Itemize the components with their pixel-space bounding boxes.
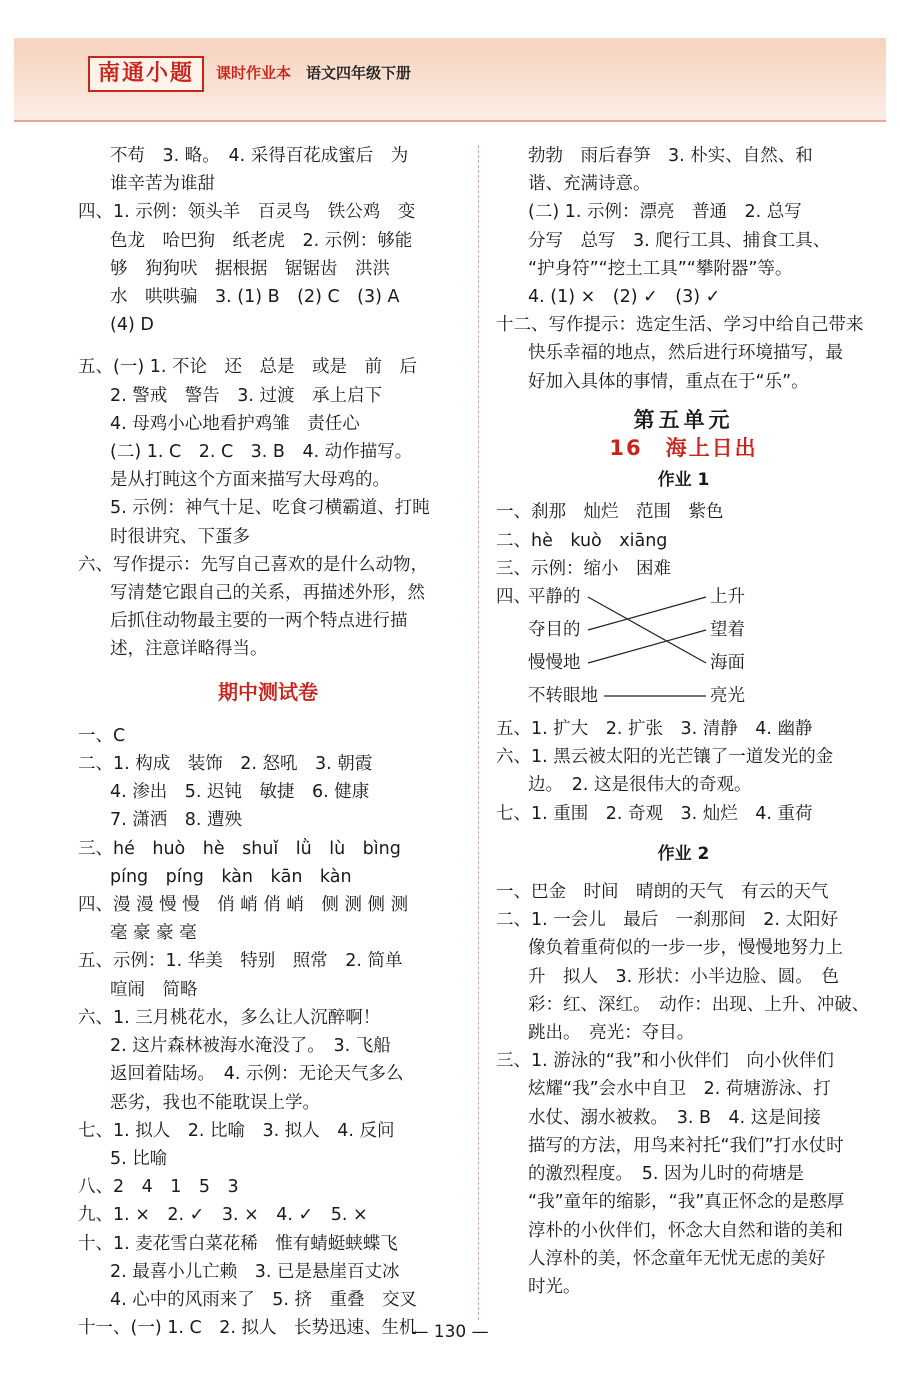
answer-line: 4. (1) × (2) ✓ (3) ✓ [528,287,721,308]
answer-line: 二、1. 一会儿 最后 一刹那间 2. 太阳好 [496,910,839,931]
answer-line: 2. 警戒 警告 3. 过渡 承上启下 [110,385,383,406]
answer-line: 九、1. × 2. ✓ 3. × 4. ✓ 5. × [78,1205,368,1226]
match-left-word: 平静的 [528,587,581,608]
answer-line: 7. 潇洒 8. 遭殃 [110,810,243,831]
answer-line: 5. 示例：神气十足、吃食刁横霸道、打盹 [110,498,430,519]
matching-exercise [496,583,871,715]
page-number: — 130 — [411,1322,489,1342]
answer-line: 五、1. 扩大 2. 扩张 3. 清静 4. 幽静 [496,719,813,740]
answer-line: 七、1. 拟人 2. 比喻 3. 拟人 4. 反问 [78,1120,395,1141]
midterm-title: 期中测试卷 [218,679,318,704]
answer-line: 后抓住动物最主要的一两个特点进行描 [110,611,408,632]
answer-line: 5. 比喻 [110,1148,168,1169]
match-right-word: 上升 [710,587,745,608]
answer-line: 勃勃 雨后春笋 3. 朴实、自然、和 [528,146,813,166]
answer-line: 谁辛苦为谁甜 [110,174,215,195]
match-right-word: 望着 [710,620,745,641]
answer-line: 不苟 3. 略。 4. 采得百花成蜜后 为 [110,146,409,166]
series-logo: 南通小题 [88,56,204,92]
answer-line: 人淳朴的美，怀念童年无忧无虑的美好 [528,1248,826,1269]
match-label: 四、 [496,587,531,608]
answer-line: 是从打盹这个方面来描写大母鸡的。 [110,470,390,491]
answer-line: 七、1. 重围 2. 奇观 3. 灿烂 4. 重荷 [496,803,813,824]
answer-line: 三、1. 游泳的“我”和小伙伴们 向小伙伴们 [496,1051,834,1072]
answer-line: 升 拟人 3. 形状：小半边脸、圆。 色 [528,966,840,987]
right-column [496,142,871,1301]
answer-line: 够 狗狗吠 据根据 锯锯齿 洪洪 [110,258,390,279]
answer-line: 四、漫 漫 慢 慢 俏 峭 俏 峭 侧 测 侧 测 [78,895,409,916]
answer-line: 水仗、溺水被救。 3. B 4. 这是间接 [528,1107,821,1128]
match-line [588,630,706,663]
answer-line: 4. 心中的风雨来了 5. 挤 重叠 交叉 [110,1289,418,1310]
match-lines [496,583,871,715]
answer-line: 时很讲究、下蛋多 [110,526,250,547]
answer-line: 述，注意详略得当。 [110,639,268,660]
answer-line: 时光。 [528,1276,581,1297]
answer-line: 五、示例：1. 华美 特别 照常 2. 简单 [78,951,403,972]
answer-line: 2. 这片森林被海水淹没了。 3. 飞船 [110,1036,391,1057]
answer-line: 二、hè kuò xiāng [496,530,668,551]
answer-line: (二) 1. C 2. C 3. B 4. 动作描写。 [110,442,413,463]
answer-line: 一、刹那 灿烂 范围 紫色 [496,502,724,523]
answer-line: 淳朴的小伙伴们，怀念大自然和谐的美和 [528,1220,843,1241]
answer-line: 分写 总写 3. 爬行工具、捕食工具、 [528,230,831,251]
answer-line: 4. 母鸡小心地看护鸡雏 责任心 [110,413,360,434]
answer-line: píng píng kàn kān kàn [110,866,352,887]
answer-line: 喧闹 简略 [110,979,198,1000]
answer-line: 一、C [78,725,126,746]
match-right-word: 亮光 [710,686,745,707]
answer-line: 好加入具体的事情，重点在于“乐”。 [528,371,809,392]
match-line [588,597,706,630]
lesson-title: 16 海上日出 [609,436,758,461]
left-column [78,142,458,1342]
answer-line: 的激烈程度。 5. 因为儿时的荷塘是 [528,1164,805,1185]
match-left-word: 不转眼地 [528,686,598,707]
header-subtitle: 课时作业本 [216,64,292,82]
answer-line: 炫耀“我”会水中自卫 2. 荷塘游泳、打 [528,1079,831,1100]
answer-line: 十一、(一) 1. C 2. 拟人 长势迅速、生机 [78,1318,417,1339]
answer-line: 八、2 4 1 5 3 [78,1177,239,1198]
answer-line: (二) 1. 示例：漂亮 普通 2. 总写 [528,202,802,223]
header-grade: 语文四年级下册 [306,64,412,82]
column-divider [478,145,479,1320]
answer-line: 三、示例：缩小 困难 [496,558,671,579]
match-line [588,597,706,663]
answer-line: 谐、充满诗意。 [528,174,651,195]
answer-line: 四、1. 示例：领头羊 百灵鸟 铁公鸡 变 [78,202,416,223]
answer-line: 三、hé huò hè shuǐ lǜ lù bìng [78,838,401,859]
answer-line: 2. 最喜小儿亡赖 3. 已是悬崖百丈冰 [110,1261,400,1282]
match-left-word: 夺目的 [528,620,581,641]
answer-line: 六、1. 三月桃花水，多么让人沉醉啊！ [78,1007,381,1028]
answer-line: 六、写作提示：先写自己喜欢的是什么动物， [78,554,428,575]
answer-line: “护身符”“挖土工具”“攀附器”等。 [528,258,793,279]
answer-line: 水 哄哄骗 3. (1) B (2) C (3) A [110,287,400,308]
answer-line: 一、巴金 时间 晴朗的天气 有云的天气 [496,882,829,903]
answer-line: 像负着重荷似的一步一步，慢慢地努力上 [528,938,843,959]
answer-line: 彩：红、深红。 动作：出现、上升、冲破、 [528,994,870,1015]
answer-line: 快乐幸福的地点，然后进行环境描写，最 [528,343,843,364]
answer-line: 描写的方法，用鸟来衬托“我们”打水仗时 [528,1135,844,1156]
answer-line: 五、(一) 1. 不论 还 总是 或是 前 后 [78,357,417,378]
answer-line: (4) D [110,315,154,336]
answer-line: 4. 渗出 5. 迟钝 敏捷 6. 健康 [110,782,370,803]
unit-title: 第五单元 [633,407,734,432]
answer-line: 二、1. 构成 装饰 2. 怒吼 3. 朝霞 [78,754,373,775]
answer-line: 毫 豪 豪 毫 [110,923,197,944]
answer-line: 十、1. 麦花雪白菜花稀 惟有蜻蜓蛱蝶飞 [78,1233,398,1254]
answer-line: “我”童年的缩影，“我”真正怀念的是憨厚 [528,1192,845,1213]
answer-line: 边。 2. 这是很伟大的奇观。 [528,775,752,796]
match-left-word: 慢慢地 [528,653,581,674]
answer-line: 跳出。 亮光：夺目。 [528,1023,695,1044]
match-right-word: 海面 [710,653,745,674]
answer-line: 六、1. 黑云被太阳的光芒镶了一道发光的金 [496,747,834,768]
page-header [14,38,886,122]
homework-2-title: 作业 2 [657,843,710,864]
answer-line: 写清楚它跟自己的关系，再描述外形，然 [110,583,425,604]
answer-line: 十二、写作提示：选定生活、学习中给自己带来 [496,315,864,336]
answer-line: 色龙 哈巴狗 纸老虎 2. 示例：够能 [110,230,413,251]
answer-line: 恶劣，我也不能耽误上学。 [110,1092,320,1113]
answer-line: 返回着陆场。 4. 示例：无论天气多么 [110,1064,404,1085]
homework-1-title: 作业 1 [657,470,710,491]
